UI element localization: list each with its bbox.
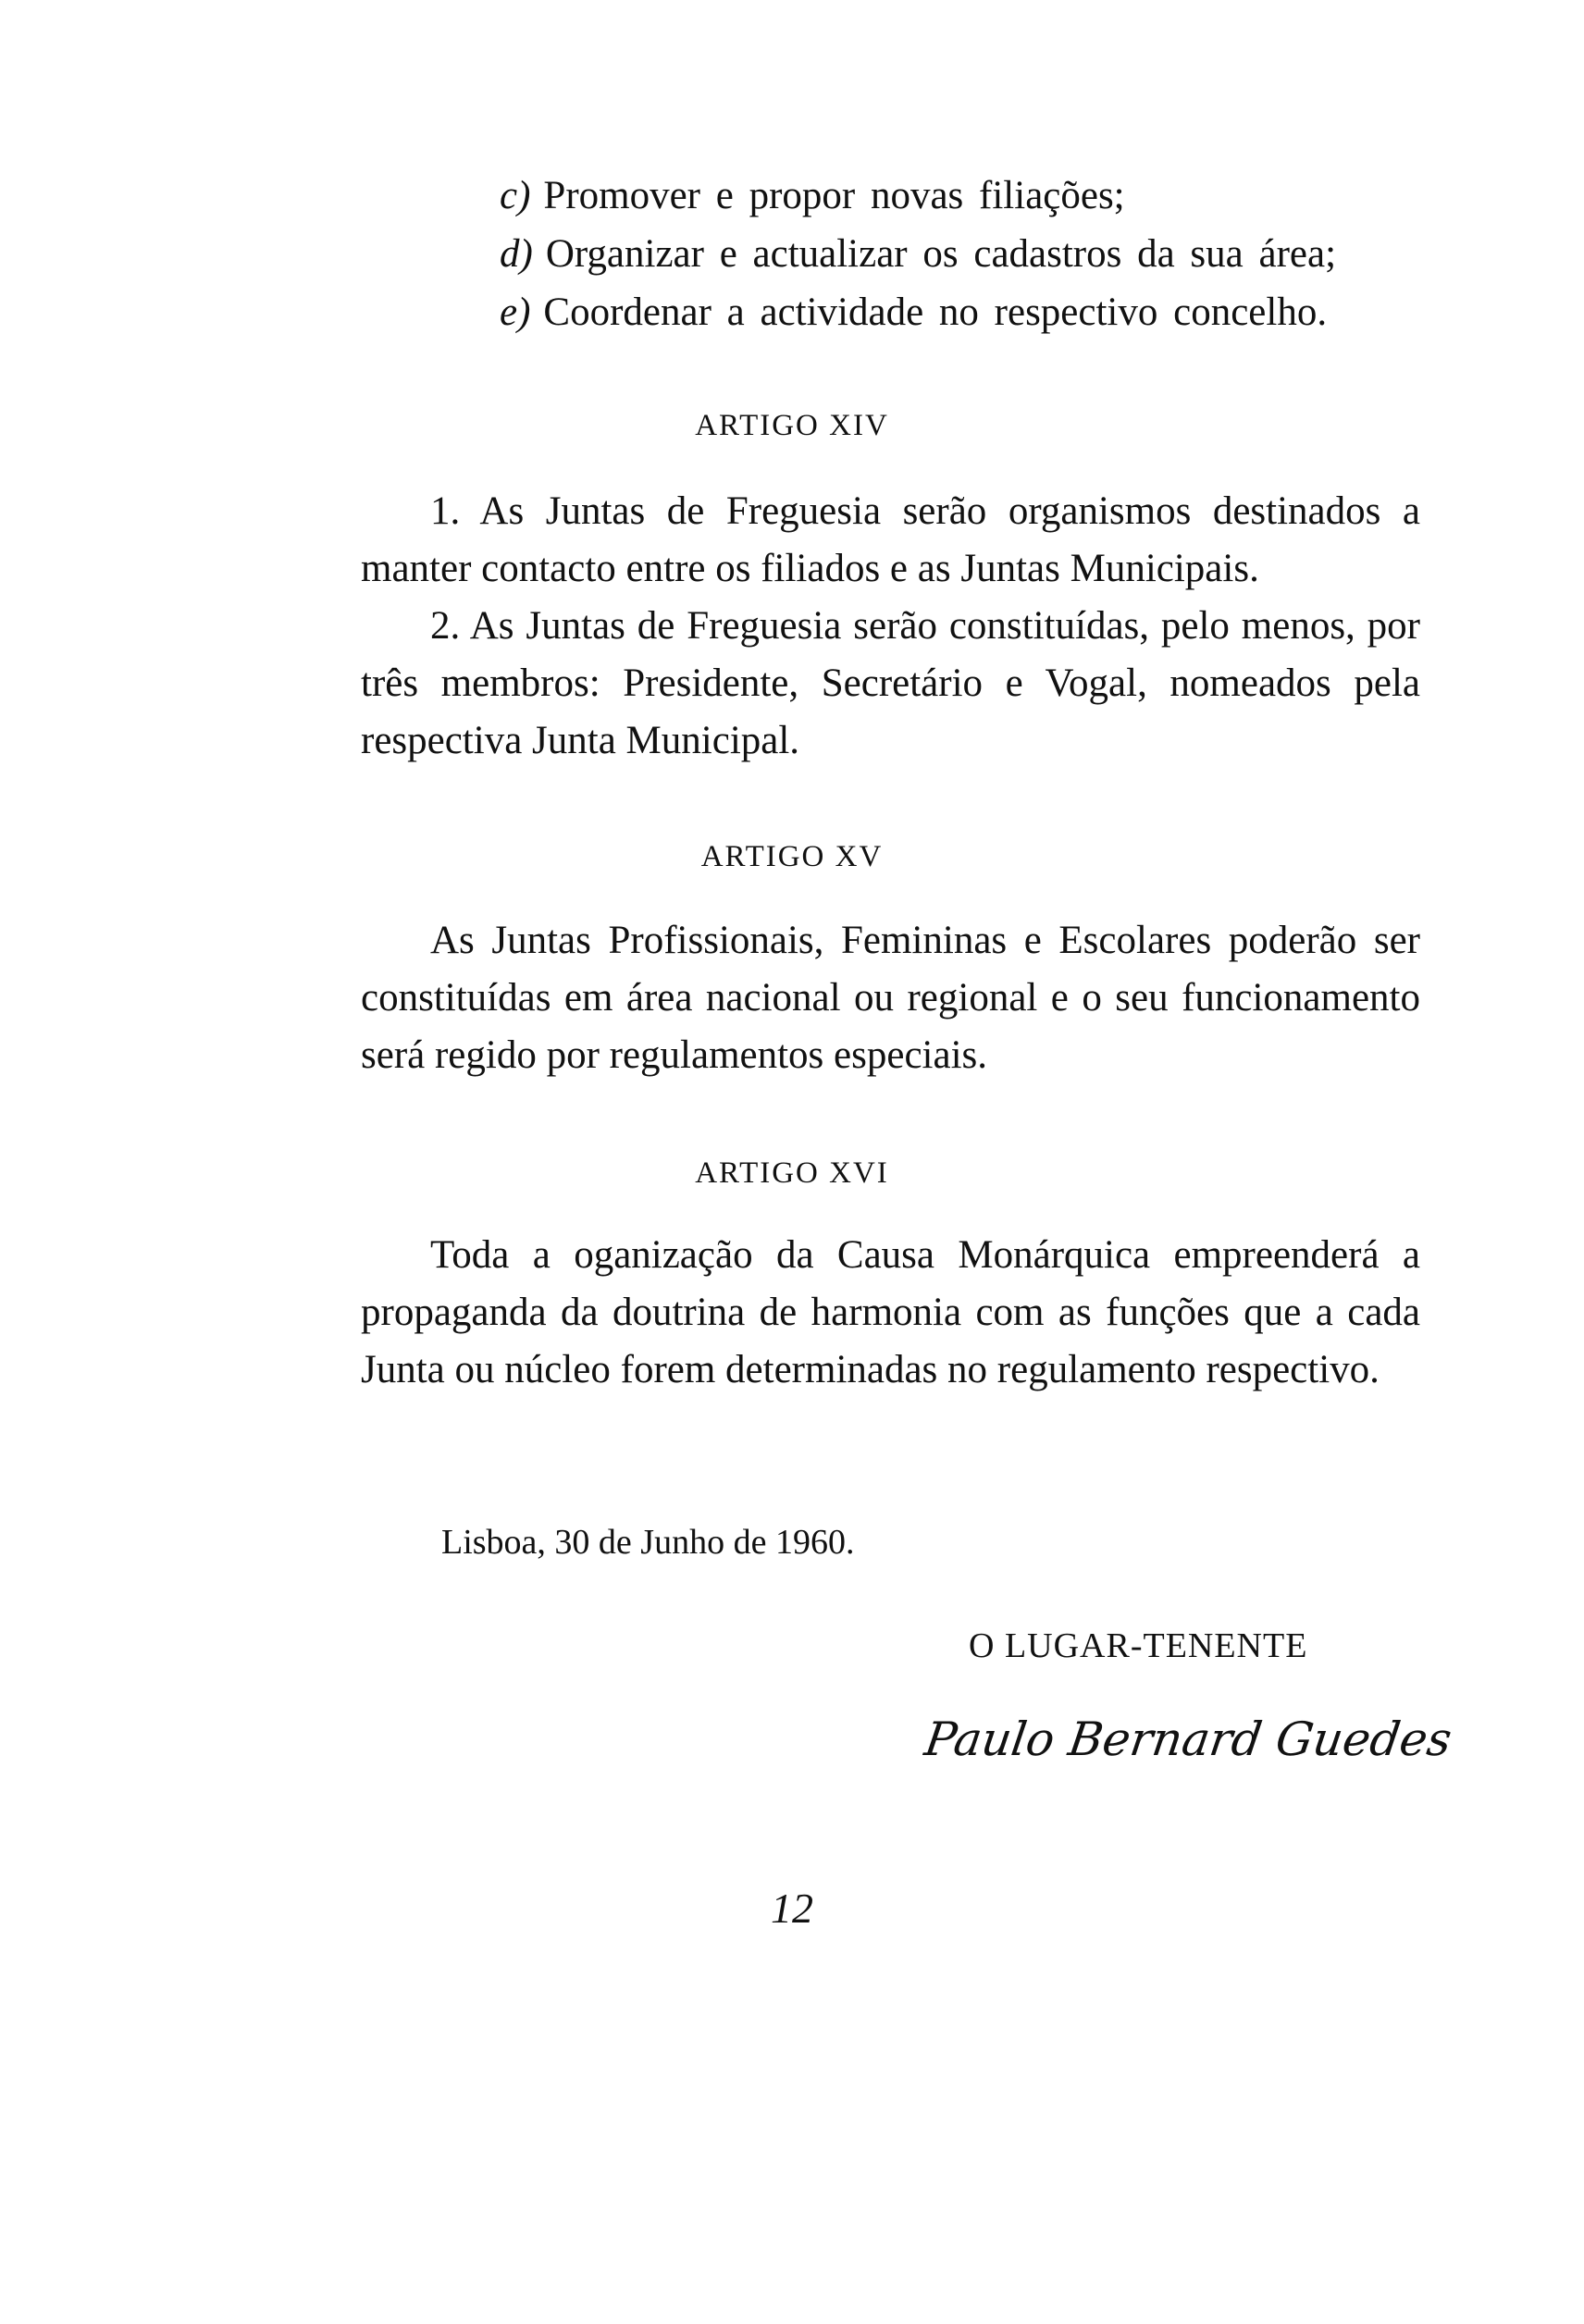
article-heading: ARTIGO XIV <box>695 409 889 442</box>
list-item-c <box>500 176 1125 216</box>
article-paragraph: 1. As Juntas de Freguesia serão organismos destinados a manter contacto entre os filiados e as Juntas Municipais. <box>361 489 1420 590</box>
list-item-text: Promover e propor novas filiações; <box>543 174 1125 217</box>
article-body <box>361 1227 1420 1399</box>
article-heading: ARTIGO XV <box>700 840 884 873</box>
list-item-text: Coordenar a actividade no respectivo concelho. <box>543 290 1328 334</box>
article-paragraph: 2. As Juntas de Freguesia serão constituídas, pelo menos, por três membros: Presidente, Secretário e Vogal, nomeados pela respectiva Junta Municipal. <box>361 604 1420 762</box>
list-marker: d) <box>500 232 533 276</box>
article-body <box>361 483 1420 770</box>
list-marker: e) <box>500 290 531 334</box>
list-item-e <box>500 292 1327 332</box>
article-paragraph: Toda a oganização da Causa Monárquica empreenderá a propaganda da doutrina de harmonia com as funções que a cada Junta ou núcleo forem determinadas no regulamento respectivo. <box>361 1233 1420 1391</box>
article-heading: ARTIGO XVI <box>695 1156 889 1190</box>
article-paragraph: As Juntas Profissionais, Femininas e Escolares poderão ser constituídas em área nacional ou regional e o seu funcionamento será regido por regulamentos especiais. <box>361 919 1420 1077</box>
place-date: Lisboa, 30 de Junho de 1960. <box>441 1523 855 1562</box>
list-marker: c) <box>500 174 531 217</box>
handwritten-signature: Paulo Bernard Guedes <box>921 1712 1455 1766</box>
article-body <box>361 912 1420 1084</box>
list-item-text: Organizar e actualizar os cadastros da sua área; <box>545 232 1337 276</box>
signatory-title: O LUGAR-TENENTE <box>969 1626 1308 1665</box>
list-item-d <box>500 234 1336 274</box>
page-number: 12 <box>771 1885 813 1932</box>
